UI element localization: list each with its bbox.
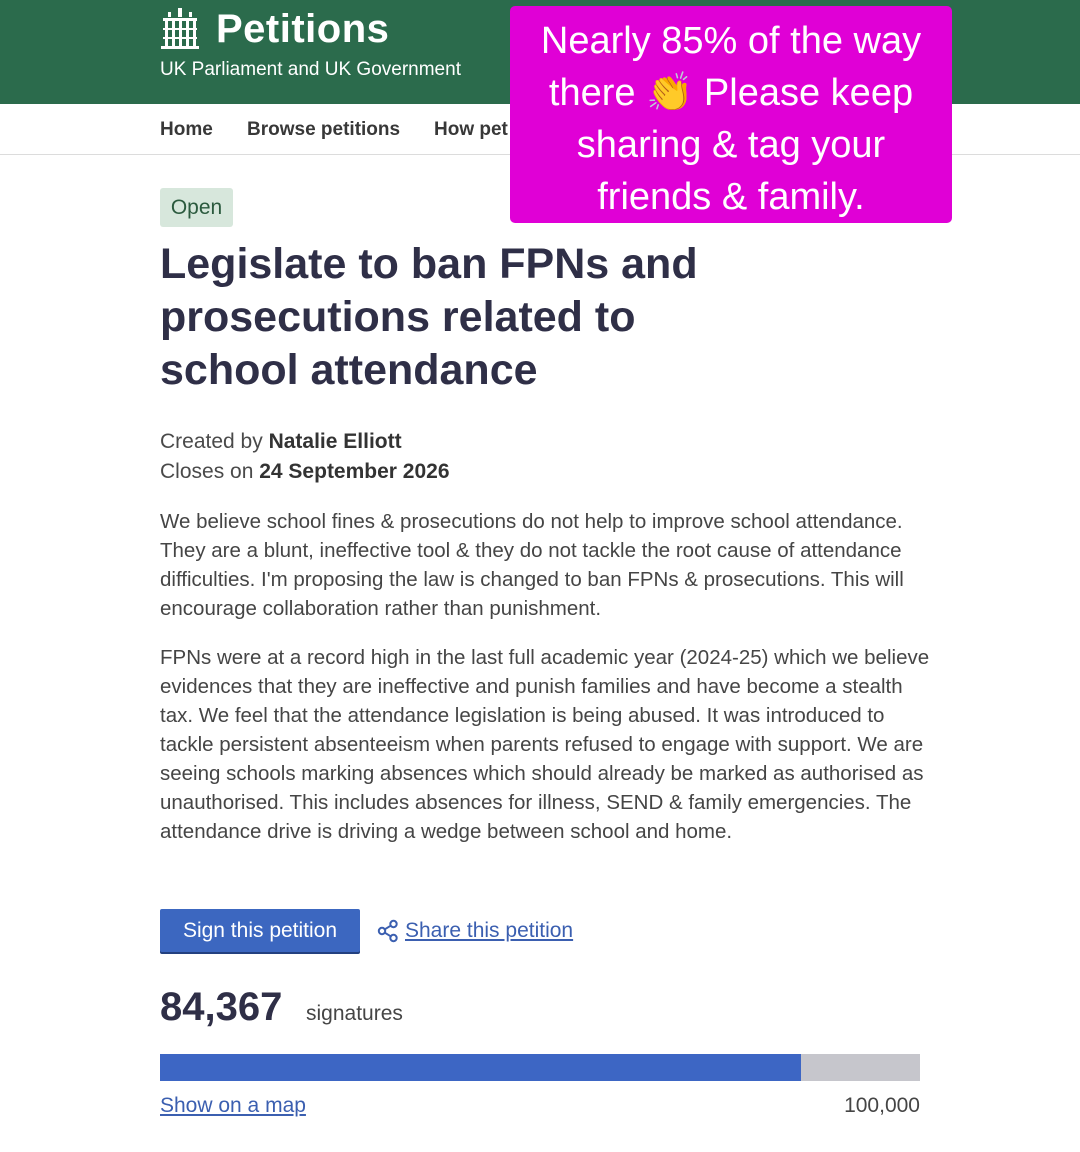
nav-browse-link[interactable]: Browse petitions	[247, 119, 401, 140]
nav-how-petitions-work-link[interactable]: How pet	[434, 119, 508, 140]
status-badge: Open	[160, 188, 233, 227]
overlay-line: Nearly 85% of the way	[540, 20, 922, 62]
signature-count-label: signatures	[306, 1002, 403, 1025]
share-petition-link[interactable]	[377, 916, 573, 946]
signature-progress-fill	[160, 1054, 801, 1081]
signature-count: 84,367	[160, 985, 283, 1029]
petition-details: FPNs were at a record high in the last full academic year (2024-25) which we believe evidences that they are ineffective and punish families and have become a stealth tax. We feel that the attendance legislation is being abused. It was introduced to tackle persistent absenteeism when parents refused to engage with support. We are seeing schools marking absences which should already be marked as authorised as unauthorised. This includes absences for illness, SEND & family emergencies. The attendance drive is driving a wedge between school and home.	[160, 646, 930, 843]
overlay-line: there 👏 Please keep	[548, 72, 914, 114]
show-on-map-link[interactable]: Show on a map	[160, 1094, 306, 1117]
promo-overlay	[510, 6, 952, 223]
overlay-line: friends & family.	[597, 176, 865, 218]
portcullis-icon	[160, 6, 200, 50]
created-by-line	[160, 428, 402, 456]
closes-on-prefix: Closes on	[160, 460, 254, 483]
site-title[interactable]: Petitions	[216, 7, 390, 51]
petition-summary: We believe school fines & prosecutions do not help to improve school attendance. They are a blunt, ineffective tool & they do not tackle the root cause of attendance difficulties. I'm proposing the law is changed to ban FPNs & prosecutions. This will encourage collaboration rather than punishment.	[160, 510, 904, 620]
sign-petition-button[interactable]: Sign this petition	[160, 909, 360, 952]
share-icon	[377, 919, 399, 943]
petition-title: Legislate to ban FPNs and prosecutions related to school attendance	[160, 240, 698, 394]
share-petition-label[interactable]: Share this petition	[405, 919, 574, 942]
closing-date: 24 September 2026	[259, 460, 450, 483]
signature-target: 100,000	[844, 1094, 920, 1117]
closes-on-line	[160, 458, 450, 486]
nav-home-link[interactable]: Home	[160, 119, 213, 140]
creator-name: Natalie Elliott	[268, 430, 402, 453]
site-subtitle: UK Parliament and UK Government	[160, 59, 461, 80]
signature-progress-bar	[160, 1054, 920, 1081]
overlay-line: sharing & tag your	[576, 124, 886, 166]
created-by-prefix: Created by	[160, 430, 263, 453]
